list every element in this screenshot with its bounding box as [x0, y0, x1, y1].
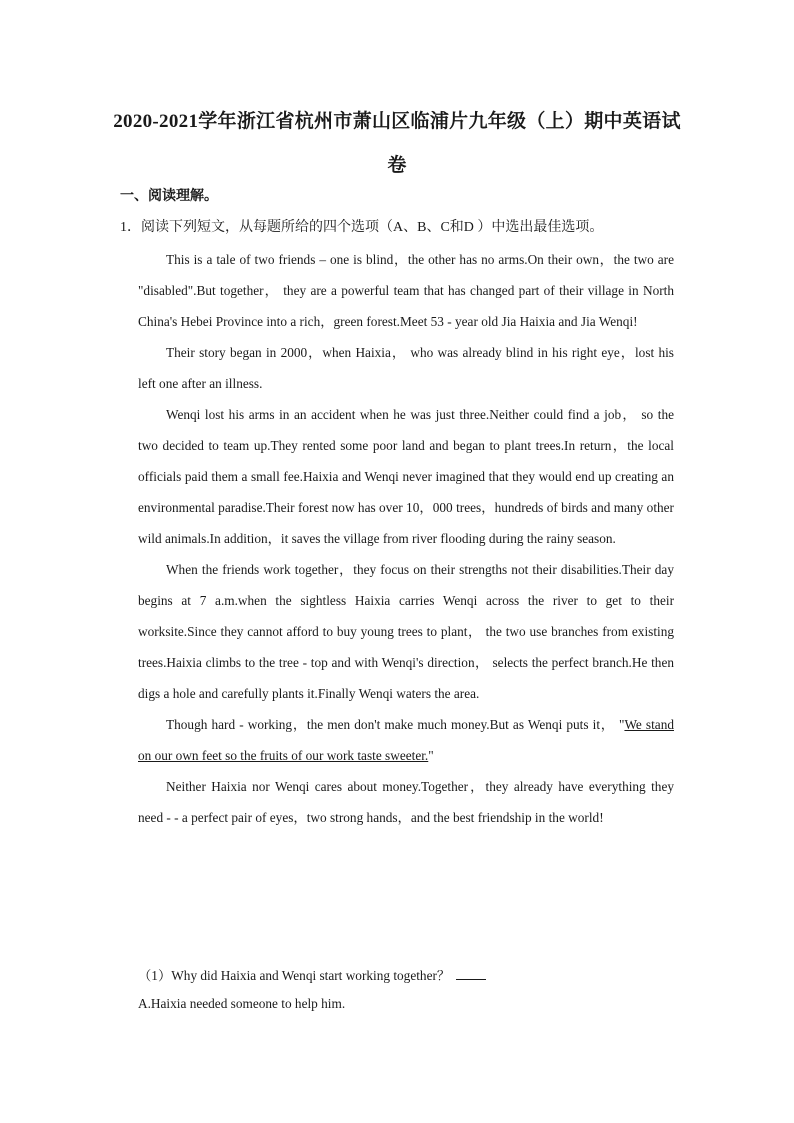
- paragraph-5-text: Though hard - working，the men don't make much money.But as Wenqi puts it， ": [166, 717, 625, 732]
- underlined-quote: We stand on our own feet so the fruits of our work taste sweeter.: [138, 717, 674, 763]
- passage-paragraph-4: When the friends work together，they focus on their strengths not their disabilities.Their day begins at 7 a.m.when the sightless Haixia carries Wenqi across the river to get to their worksite.Since they cannot afford to buy young trees to plant， the two use branches from existing trees.Haixia climbs to the tree - top and with Wenqi's direction， selects the perfect branch.He then digs a hole and carefully plants it.Finally Wenqi waters the area.: [138, 562, 674, 701]
- passage-paragraph-3: Wenqi lost his arms in an accident when he was just three.Neither could find a job， so the two decided to team up.They rented some poor land and began to plant trees.In return，the local officials paid them a small fee.Haixia and Wenqi never imagined that they would end up creating an environmental paradise.Their forest now has over 10，000 trees，hundreds of birds and many other wild animals.In addition，it saves the village from river flooding during the rainy season.: [138, 407, 674, 546]
- reading-passage: [138, 244, 674, 833]
- option-a: A.Haixia needed someone to help him.: [138, 996, 346, 1011]
- passage-paragraph-6: Neither Haixia nor Wenqi cares about money.Together，they already have everything they need - - a perfect pair of eyes，two strong hands，and the best friendship in the world!: [138, 779, 674, 825]
- passage-paragraph-1: This is a tale of two friends – one is blind，the other has no arms.On their own，the two are "disabled".But together， they are a powerful team that has changed part of their village in North China's Hebei Province into a rich，green forest.Meet 53 - year old Jia Haixia and Jia Wenqi!: [138, 252, 674, 329]
- section-heading: 一、阅读理解。: [120, 189, 218, 204]
- closing-quote: ": [428, 748, 434, 763]
- sub-question-1: [138, 965, 486, 984]
- sub-question-text: （1）Why did Haixia and Wenqi start working together？: [138, 968, 451, 983]
- question-instruction: 1．阅读下列短文，从每题所给的四个选项（A、B、C和D ）中选出最佳选项。: [120, 220, 604, 235]
- passage-paragraph-2: Their story began in 2000，when Haixia， who was already blind in his right eye，lost his left one after an illness.: [138, 345, 674, 391]
- page-title: 2020-2021学年浙江省杭州市萧山区临浦片九年级（上）期中英语试卷: [113, 111, 681, 176]
- answer-blank: [456, 967, 486, 980]
- passage-paragraph-5: [138, 709, 674, 771]
